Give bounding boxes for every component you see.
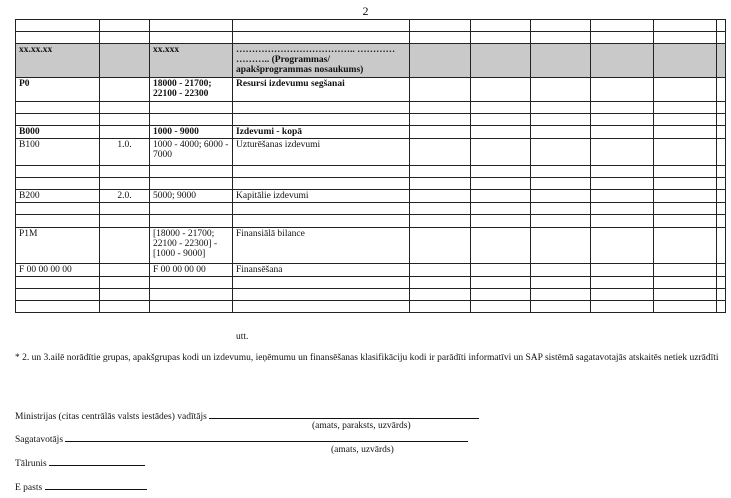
- table-cell: [410, 178, 471, 190]
- table-cell: [591, 139, 654, 166]
- table-cell: [531, 301, 591, 313]
- table-cell: [100, 102, 150, 114]
- table-cell: [717, 215, 726, 228]
- table-row: [16, 44, 726, 78]
- table-cell: [150, 102, 233, 114]
- table-cell: [591, 178, 654, 190]
- table-cell: 1000 - 9000: [150, 126, 233, 139]
- table-cell: [16, 277, 100, 289]
- table-cell: [410, 20, 471, 32]
- table-cell: [654, 139, 717, 166]
- table-cell: 1.0.: [100, 139, 150, 166]
- table-cell: xx.xxx: [150, 44, 233, 78]
- ministry-head-caption: (amats, paraksts, uzvārds): [312, 421, 411, 431]
- table-cell: [654, 203, 717, 215]
- table-cell: ……………………………….. ………… ……….. (Programmas/ apakšprogrammas nosaukums): [233, 44, 410, 78]
- table-cell: [233, 301, 410, 313]
- table-cell: [16, 215, 100, 228]
- table-cell: F 00 00 00 00: [16, 264, 100, 277]
- table-cell: [654, 301, 717, 313]
- table-cell: [591, 203, 654, 215]
- table-cell: [16, 178, 100, 190]
- table-row: [16, 78, 726, 102]
- table-cell: [531, 190, 591, 203]
- table-cell: [471, 20, 531, 32]
- table-cell: [16, 114, 100, 126]
- table-cell: [717, 139, 726, 166]
- table-cell: [150, 301, 233, 313]
- table-cell: [471, 190, 531, 203]
- table-cell: [591, 277, 654, 289]
- table-cell: [100, 78, 150, 102]
- table-cell: [654, 228, 717, 264]
- table-cell: [471, 32, 531, 44]
- table-cell: B100: [16, 139, 100, 166]
- table-cell: [471, 277, 531, 289]
- table-cell: [100, 264, 150, 277]
- table-cell: [100, 166, 150, 178]
- table-cell: [410, 289, 471, 301]
- table-cell: [233, 215, 410, 228]
- table-cell: [233, 166, 410, 178]
- table-cell: 1000 - 4000; 6000 - 7000: [150, 139, 233, 166]
- table-cell: [100, 277, 150, 289]
- table-cell: [531, 277, 591, 289]
- table-cell: [150, 289, 233, 301]
- table-cell: [531, 126, 591, 139]
- table-cell: [654, 289, 717, 301]
- table-cell: [150, 203, 233, 215]
- table-cell: [471, 264, 531, 277]
- table-cell: [654, 277, 717, 289]
- table-row: [16, 20, 726, 32]
- table-cell: [591, 20, 654, 32]
- table-cell: [591, 78, 654, 102]
- table-cell: [100, 215, 150, 228]
- table-cell: [410, 301, 471, 313]
- table-cell: [531, 44, 591, 78]
- table-cell: Kapitālie izdevumi: [233, 190, 410, 203]
- table-cell: [654, 215, 717, 228]
- table-cell: [591, 114, 654, 126]
- table-cell: [531, 228, 591, 264]
- table-cell: [18000 - 21700; 22100 - 22300] - [1000 - 9000]: [150, 228, 233, 264]
- table-cell: [471, 203, 531, 215]
- table-cell: [471, 215, 531, 228]
- table-row: [16, 289, 726, 301]
- table-cell: Uzturēšanas izdevumi: [233, 139, 410, 166]
- table-cell: 2.0.: [100, 190, 150, 203]
- table-cell: [16, 301, 100, 313]
- table-cell: [717, 277, 726, 289]
- table-cell: [531, 166, 591, 178]
- table-cell: [654, 166, 717, 178]
- table-cell: [531, 178, 591, 190]
- table-cell: [233, 277, 410, 289]
- phone-line: [15, 455, 145, 469]
- table-cell: [531, 264, 591, 277]
- table-row: [16, 126, 726, 139]
- table-cell: [150, 20, 233, 32]
- table-cell: [531, 215, 591, 228]
- preparer-label: Sagatavotājs: [15, 435, 64, 445]
- table-row: [16, 102, 726, 114]
- table-cell: [471, 139, 531, 166]
- ministry-head-signature-line: [15, 408, 479, 422]
- table-cell: [717, 166, 726, 178]
- table-cell: [654, 190, 717, 203]
- email-line: [15, 479, 147, 493]
- table-cell: [100, 289, 150, 301]
- table-cell: [100, 178, 150, 190]
- table-cell: [471, 228, 531, 264]
- table-cell: [591, 228, 654, 264]
- table-cell: [531, 203, 591, 215]
- table-cell: [410, 228, 471, 264]
- table-cell: [410, 32, 471, 44]
- table-cell: [654, 44, 717, 78]
- table-cell: [150, 215, 233, 228]
- table-cell: [654, 78, 717, 102]
- table-cell: [717, 289, 726, 301]
- table-cell: [150, 178, 233, 190]
- table-cell: [410, 126, 471, 139]
- table-cell: [150, 32, 233, 44]
- continuation-note: utt.: [236, 332, 249, 342]
- table-cell: [233, 114, 410, 126]
- table-cell: 5000; 9000: [150, 190, 233, 203]
- table-cell: [16, 166, 100, 178]
- table-cell: [717, 190, 726, 203]
- table-row: [16, 277, 726, 289]
- table-cell: [471, 78, 531, 102]
- table-cell: [410, 215, 471, 228]
- table-cell: P0: [16, 78, 100, 102]
- table-cell: [717, 203, 726, 215]
- table-cell: [531, 78, 591, 102]
- table-cell: [591, 215, 654, 228]
- table-cell: [531, 289, 591, 301]
- table-cell: [591, 102, 654, 114]
- footnote: * 2. un 3.ailē norādītie grupas, apakšgrupas kodi un izdevumu, ieņēmumu un finansēšanas klasifikāciju kodi ir parādīti informatīvi un SAP sistēmā sagatavotajās atskaitēs netiek uzrādīti: [15, 353, 719, 363]
- table-cell: [717, 20, 726, 32]
- table-cell: [410, 44, 471, 78]
- table-cell: [591, 44, 654, 78]
- table-cell: [100, 32, 150, 44]
- table-cell: [100, 114, 150, 126]
- table-row: [16, 228, 726, 264]
- table-row: [16, 178, 726, 190]
- table-cell: [16, 203, 100, 215]
- table-cell: xx.xx.xx: [16, 44, 100, 78]
- table-cell: [717, 126, 726, 139]
- table-cell: [591, 264, 654, 277]
- table-cell: [654, 178, 717, 190]
- budget-program-table: [15, 19, 726, 313]
- table-cell: [233, 203, 410, 215]
- table-cell: [410, 277, 471, 289]
- phone-label: Tālrunis: [15, 459, 47, 469]
- table-cell: [717, 301, 726, 313]
- table-row: [16, 264, 726, 277]
- table-cell: [100, 228, 150, 264]
- table-cell: [717, 32, 726, 44]
- table-cell: [233, 289, 410, 301]
- table-cell: [591, 301, 654, 313]
- ministry-head-label: Ministrijas (citas centrālās valsts iestādes) vadītājs: [15, 412, 207, 422]
- table-cell: [531, 102, 591, 114]
- table-cell: [410, 102, 471, 114]
- table-row: [16, 203, 726, 215]
- table-cell: [531, 32, 591, 44]
- email-label: E pasts: [15, 483, 43, 493]
- table-row: [16, 114, 726, 126]
- table-cell: [717, 228, 726, 264]
- table-cell: [16, 20, 100, 32]
- table-cell: [16, 289, 100, 301]
- table-row: [16, 215, 726, 228]
- table-cell: [471, 289, 531, 301]
- table-row: [16, 32, 726, 44]
- table-cell: [100, 301, 150, 313]
- table-cell: [150, 114, 233, 126]
- table-cell: [591, 166, 654, 178]
- table-cell: [717, 114, 726, 126]
- preparer-signature-line: [15, 431, 468, 445]
- table-cell: [233, 178, 410, 190]
- table-cell: [717, 102, 726, 114]
- table-cell: [531, 20, 591, 32]
- table-row: [16, 139, 726, 166]
- table-cell: [654, 126, 717, 139]
- table-cell: [591, 289, 654, 301]
- table-cell: [150, 166, 233, 178]
- table-cell: [100, 20, 150, 32]
- table-row: [16, 190, 726, 203]
- page-number: 2: [362, 4, 369, 18]
- table-cell: B000: [16, 126, 100, 139]
- table-cell: [717, 78, 726, 102]
- table-cell: [471, 301, 531, 313]
- table-cell: [410, 190, 471, 203]
- table-cell: [16, 32, 100, 44]
- table-cell: [531, 114, 591, 126]
- table-cell: [233, 102, 410, 114]
- table-cell: [717, 44, 726, 78]
- table-cell: [471, 114, 531, 126]
- table-cell: [654, 114, 717, 126]
- table-cell: [471, 126, 531, 139]
- table-cell: [471, 178, 531, 190]
- table-cell: [150, 277, 233, 289]
- table-cell: [654, 32, 717, 44]
- table-cell: P1M: [16, 228, 100, 264]
- table-cell: [16, 102, 100, 114]
- table-cell: [471, 166, 531, 178]
- table-cell: [410, 166, 471, 178]
- table-cell: [100, 126, 150, 139]
- table-cell: [471, 102, 531, 114]
- table-cell: [410, 139, 471, 166]
- table-cell: F 00 00 00 00: [150, 264, 233, 277]
- table-cell: Resursi izdevumu segšanai: [233, 78, 410, 102]
- table-cell: [410, 114, 471, 126]
- table-cell: [410, 203, 471, 215]
- table-cell: Izdevumi - kopā: [233, 126, 410, 139]
- table-cell: [717, 178, 726, 190]
- table-cell: [591, 126, 654, 139]
- table-cell: [410, 264, 471, 277]
- table-cell: [654, 264, 717, 277]
- table-row: [16, 166, 726, 178]
- table-cell: [654, 20, 717, 32]
- table-cell: [100, 44, 150, 78]
- table-cell: [591, 190, 654, 203]
- table-cell: Finansēšana: [233, 264, 410, 277]
- table-cell: [233, 20, 410, 32]
- table-cell: Finansiālā bilance: [233, 228, 410, 264]
- table-cell: [471, 44, 531, 78]
- table-cell: [100, 203, 150, 215]
- table-cell: [531, 139, 591, 166]
- table-cell: B200: [16, 190, 100, 203]
- table-cell: [591, 32, 654, 44]
- table-cell: [654, 102, 717, 114]
- table-cell: [233, 32, 410, 44]
- table-row: [16, 301, 726, 313]
- table-cell: [717, 264, 726, 277]
- table-cell: [410, 78, 471, 102]
- preparer-caption: (amats, uzvārds): [331, 445, 394, 455]
- table-cell: 18000 - 21700; 22100 - 22300: [150, 78, 233, 102]
